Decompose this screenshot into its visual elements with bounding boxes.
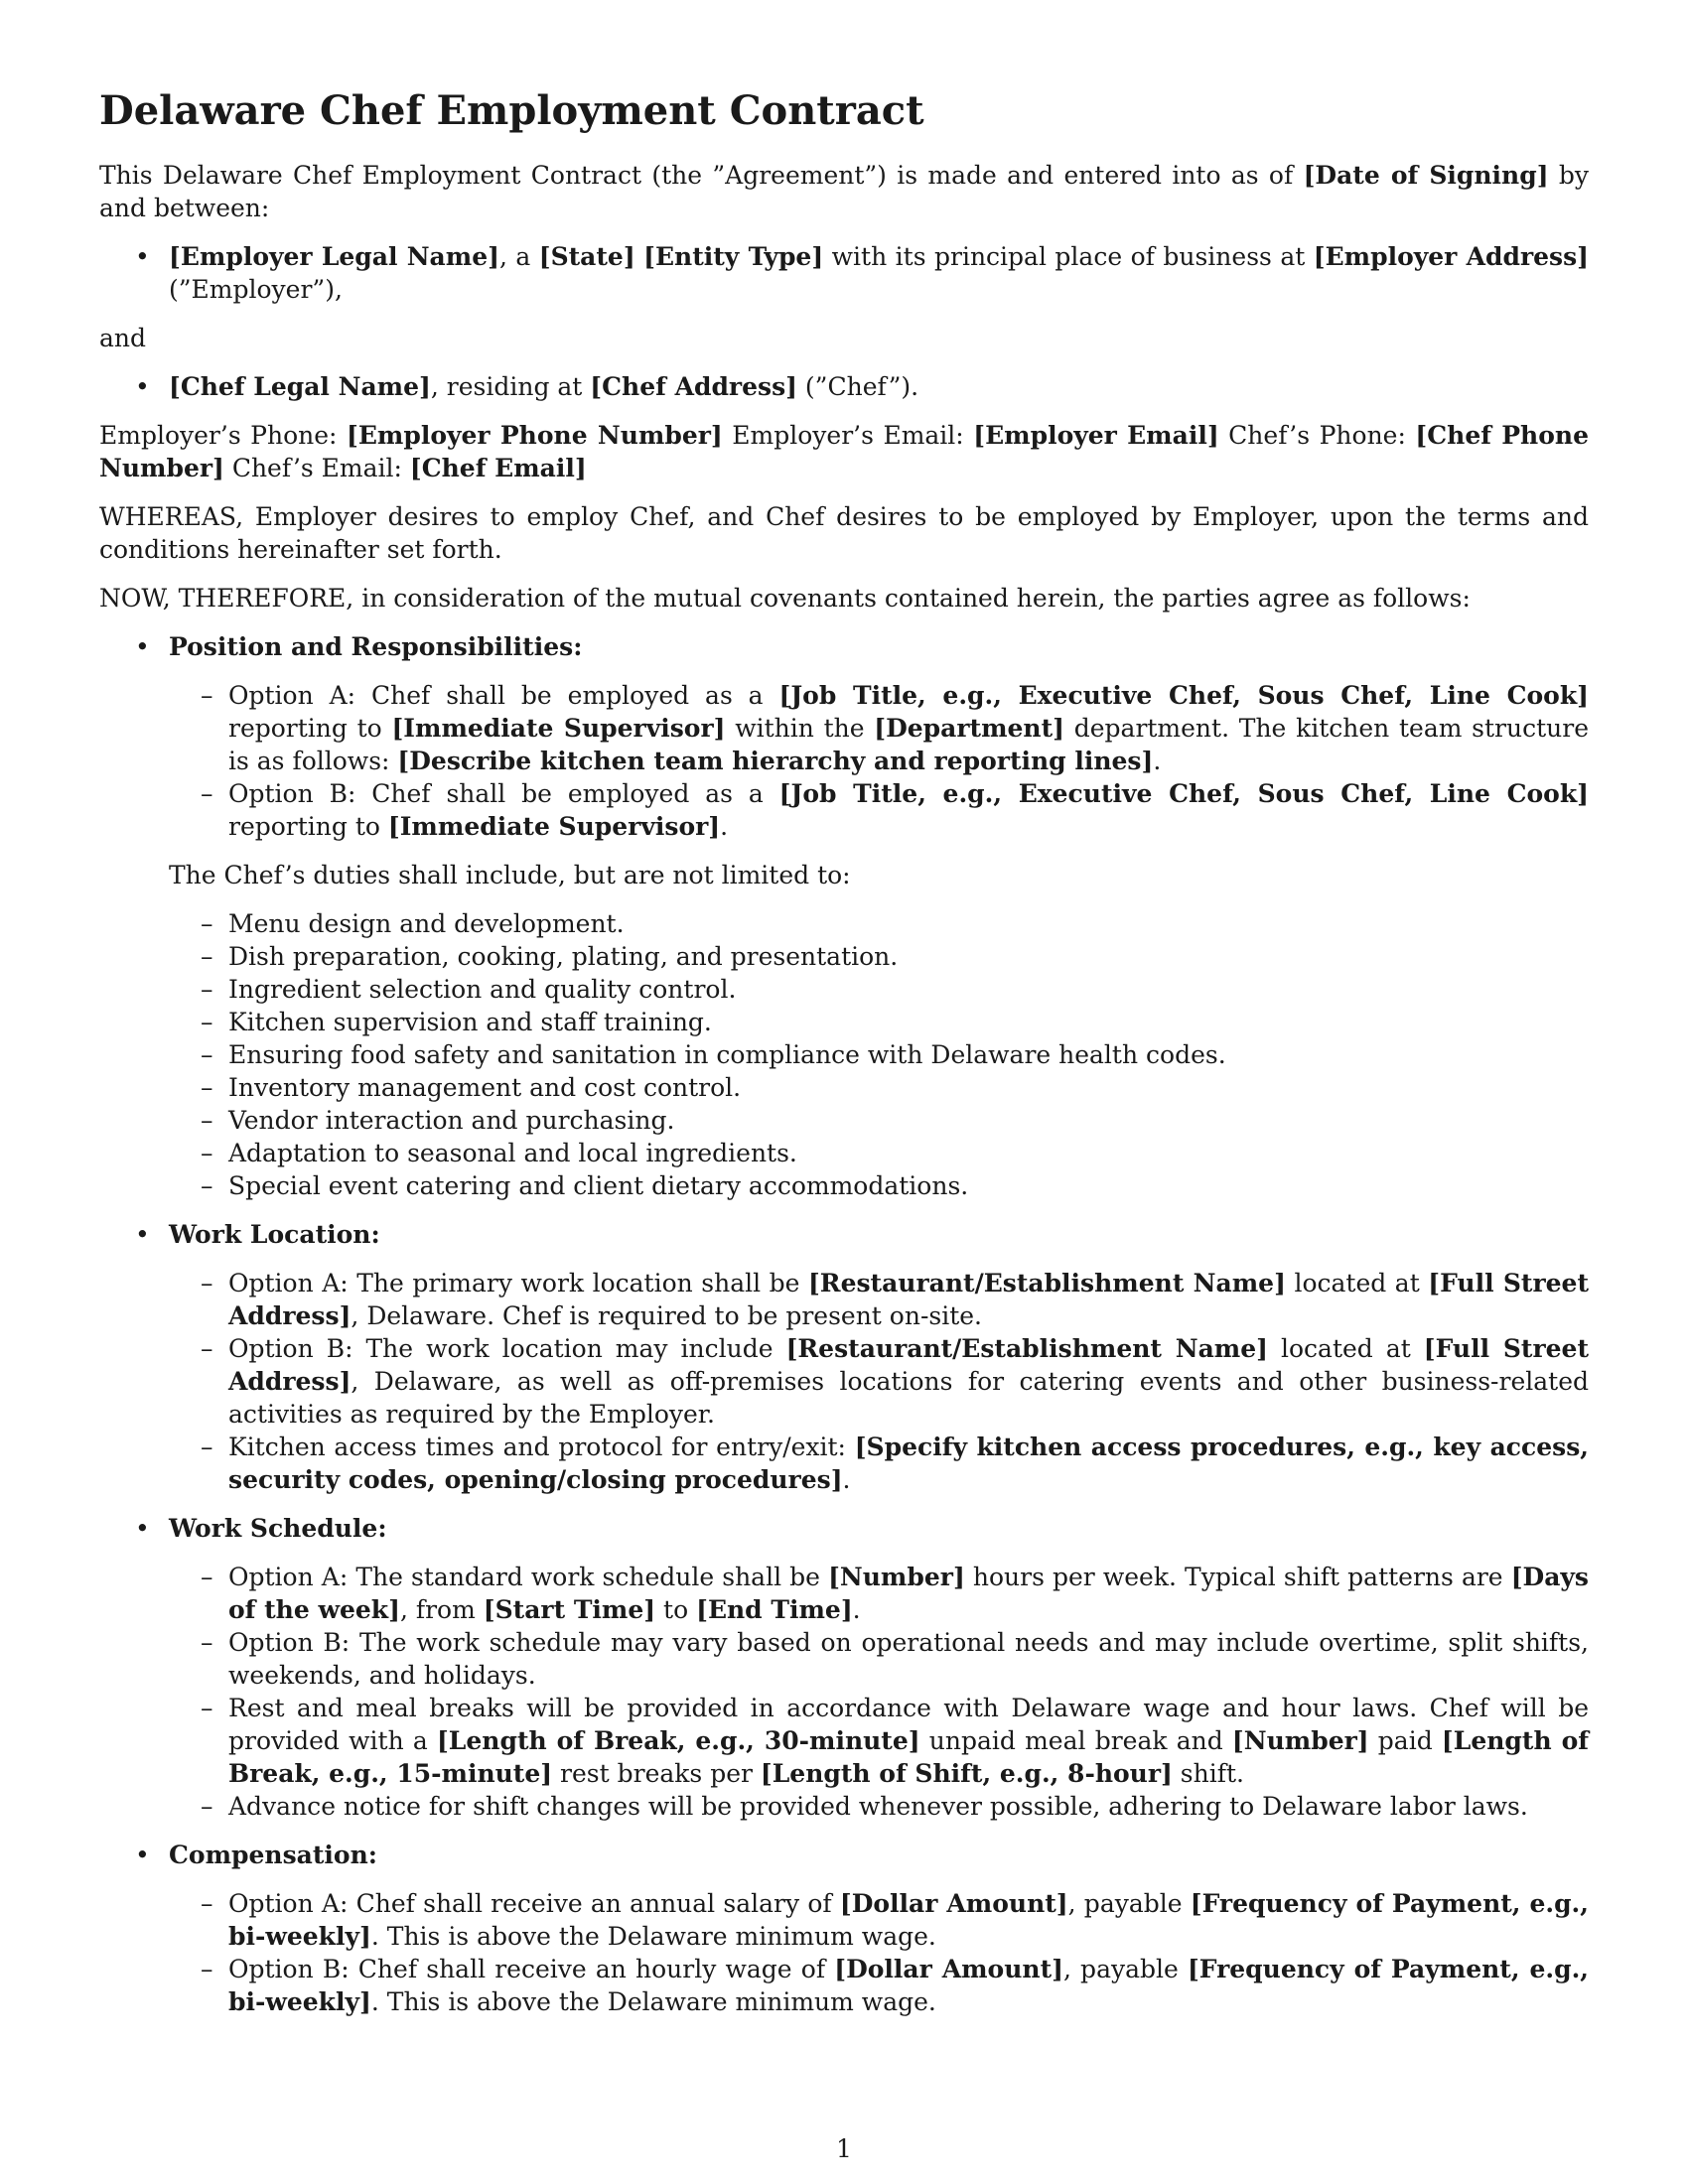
schedule-breaks: – Rest and meal breaks will be provided in accordance with Delaware wage and hour laws. Chef will be provided with a [Length of Break, e.g., 30-minute] unpaid meal break and [Number] paid [Length of Break, e.g., 15-minute] rest breaks per [Length of Shift, e.g., 8-hour] shift. [169,1692,1589,1790]
section-title-position: Position and Responsibilities: [169,632,583,661]
duty-item: – Inventory management and cost control. [169,1071,1589,1104]
document-page [99,87,1589,2034]
duties-intro: The Chef’s duties shall include, but are not limited to: [169,861,851,889]
section-title-location: Work Location: [169,1220,380,1249]
section-compensation [99,1839,1589,2018]
intro-paragraph: This Delaware Chef Employment Contract (the ”Agreement”) is made and entered into as of [Date of Signing] by and between: [99,161,1590,222]
party-list-chef [99,370,1589,403]
compensation-options [169,1887,1589,2018]
contact-paragraph: Employer’s Phone: [Employer Phone Number] Employer’s Email: [Employer Email] Chef’s Phone: [Chef Phone Number] Chef’s Email: [Chef Email] [99,421,1589,482]
duty-item: – Ingredient selection and quality control. [169,973,1589,1006]
section-schedule [99,1512,1589,1823]
compensation-option-b: – Option B: Chef shall receive an hourly wage of [Dollar Amount], payable [Frequency of Payment, e.g., bi-weekly]. This is above the Delaware minimum wage. [169,1953,1589,2018]
location-option-a: – Option A: The primary work location shall be [Restaurant/Establishment Name] located at [Full Street Address], Delaware. Chef is required to be present on-site. [169,1267,1589,1332]
placeholder-date-of-signing: [Date of Signing] [1303,161,1549,190]
section-location [99,1218,1589,1496]
section-title-schedule: Work Schedule: [169,1514,387,1543]
duty-item: – Special event catering and client dietary accommodations. [169,1169,1589,1202]
duty-item: – Dish preparation, cooking, plating, and presentation. [169,940,1589,973]
position-option-a: – Option A: Chef shall be employed as a [Job Title, e.g., Executive Chef, Sous Chef, Line Cook] reporting to [Immediate Supervisor] within the [Department] department. The kitchen team structure is as follows: [Describe kitchen team hierarchy and reporting lines]. [169,679,1589,777]
party-employer: • [Employer Legal Name], a [State] [Entity Type] with its principal place of business at [Employer Address] (”Employer”), [99,240,1589,306]
section-position [99,630,1589,1202]
now-therefore-paragraph: NOW, THEREFORE, in consideration of the mutual covenants contained herein, the parties agree as follows: [99,584,1471,613]
schedule-notice: – Advance notice for shift changes will be provided whenever possible, adhering to Delaware labor laws. [169,1790,1589,1823]
duty-item: – Menu design and development. [169,907,1589,940]
duty-item: – Vendor interaction and purchasing. [169,1104,1589,1137]
document-title: Delaware Chef Employment Contract [99,87,924,134]
duties-list [169,907,1589,1202]
schedule-option-a: – Option A: The standard work schedule shall be [Number] hours per week. Typical shift patterns are [Days of the week], from [Start Time] to [End Time]. [169,1561,1589,1626]
position-option-b: – Option B: Chef shall be employed as a [Job Title, e.g., Executive Chef, Sous Chef, Line Cook] reporting to [Immediate Supervisor]. [169,777,1589,843]
location-options [169,1267,1589,1496]
schedule-options [169,1561,1589,1823]
sections-list [99,630,1589,2018]
section-title-compensation: Compensation: [169,1841,377,1869]
page-number: 1 [836,2134,852,2163]
compensation-option-a: – Option A: Chef shall receive an annual salary of [Dollar Amount], payable [Frequency of Payment, e.g., bi-weekly]. This is above the Delaware minimum wage. [169,1887,1589,1953]
position-options [169,679,1589,843]
duty-item: – Adaptation to seasonal and local ingredients. [169,1137,1589,1169]
duty-item: – Kitchen supervision and staff training. [169,1006,1589,1038]
duty-item: – Ensuring food safety and sanitation in compliance with Delaware health codes. [169,1038,1589,1071]
party-chef: • [Chef Legal Name], residing at [Chef Address] (”Chef”). [99,370,1589,403]
schedule-option-b: – Option B: The work schedule may vary based on operational needs and may include overtime, split shifts, weekends, and holidays. [169,1626,1589,1692]
location-option-b: – Option B: The work location may include [Restaurant/Establishment Name] located at [Full Street Address], Delaware, as well as off-premises locations for catering events and other business-related activities as required by the Employer. [169,1332,1589,1431]
location-access: – Kitchen access times and protocol for entry/exit: [Specify kitchen access procedures, e.g., key access, security codes, opening/closing procedures]. [169,1431,1589,1496]
and-text: and [99,324,147,352]
whereas-paragraph: WHEREAS, Employer desires to employ Chef, and Chef desires to be employed by Employer, upon the terms and conditions hereinafter set forth. [99,502,1589,564]
party-list-employer [99,240,1589,306]
